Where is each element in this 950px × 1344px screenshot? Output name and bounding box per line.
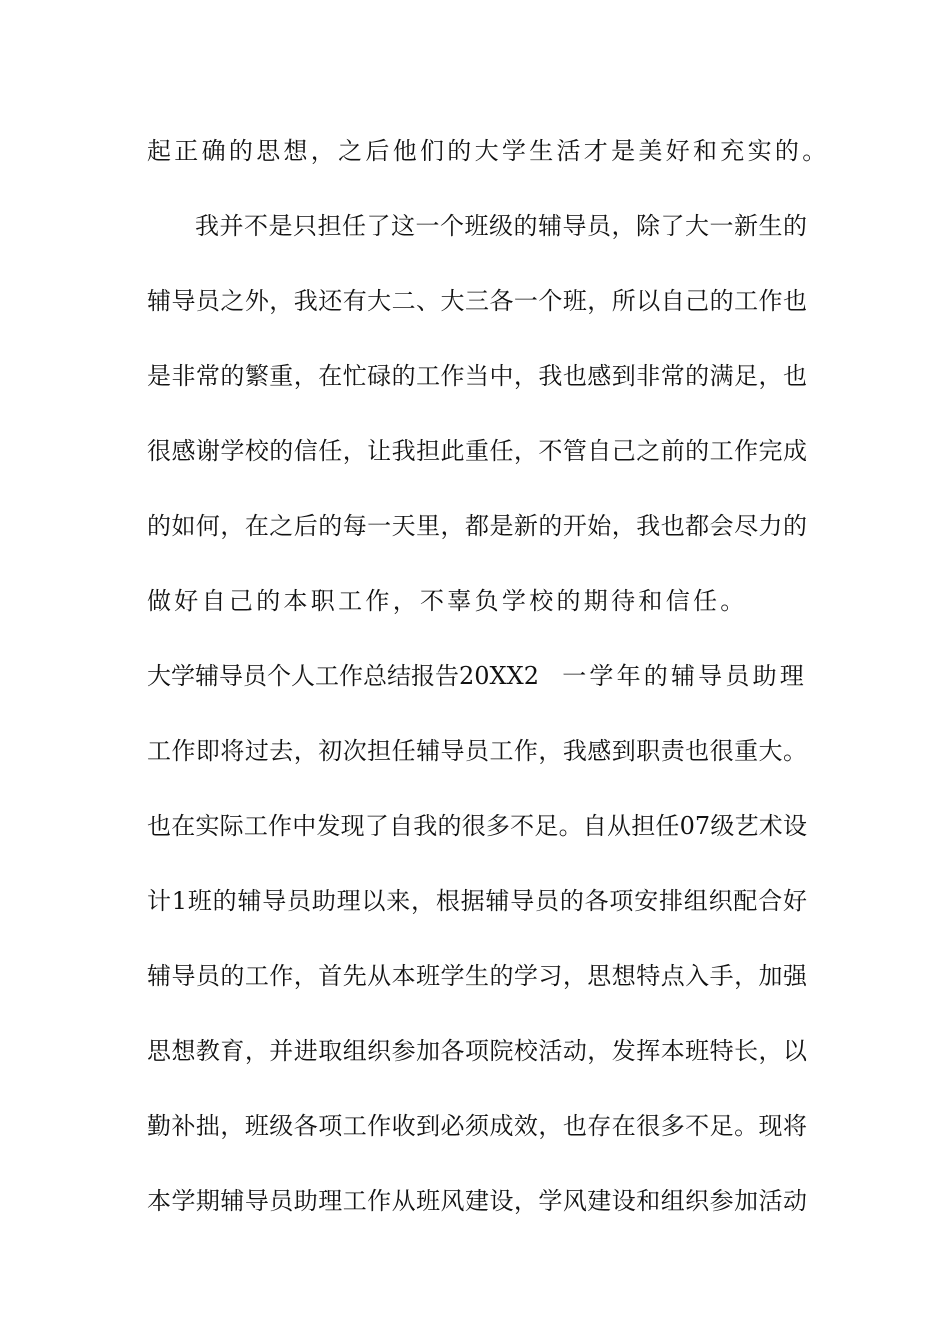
paragraph-line-5: 很感谢学校的信任，让我担此重任，不管自己之前的工作完成 bbox=[147, 437, 807, 465]
paragraph-line-7: 做好自己的本职工作，不辜负学校的期待和信任。 bbox=[147, 587, 748, 615]
paragraph-line-10: 也在实际工作中发现了自我的很多不足。自从担任07级艺术设 bbox=[147, 812, 807, 840]
paragraph-line-3: 辅导员之外，我还有大二、大三各一个班，所以自己的工作也 bbox=[147, 287, 807, 315]
section-first-text: 一学年的辅导员助理 bbox=[562, 662, 807, 690]
paragraph-line-4: 是非常的繁重，在忙碌的工作当中，我也感到非常的满足，也 bbox=[147, 362, 807, 390]
paragraph-line-9: 工作即将过去，初次担任辅导员工作，我感到职责也很重大。 bbox=[147, 737, 807, 765]
paragraph-line-12: 辅导员的工作，首先从本班学生的学习，思想特点入手，加强 bbox=[147, 962, 807, 990]
paragraph-line-6: 的如何，在之后的每一天里，都是新的开始，我也都会尽力的 bbox=[147, 512, 807, 540]
paragraph-line-2: 我并不是只担任了这一个班级的辅导员，除了大一新生的 bbox=[195, 212, 807, 240]
paragraph-line-11: 计1班的辅导员助理以来，根据辅导员的各项安排组织配合好 bbox=[147, 887, 807, 915]
section-title: 大学辅导员个人工作总结报告20XX2 bbox=[147, 662, 539, 690]
paragraph-line-14: 勤补拙，班级各项工作收到必须成效，也存在很多不足。现将 bbox=[147, 1112, 807, 1140]
paragraph-line-15: 本学期辅导员助理工作从班风建设，学风建设和组织参加活动 bbox=[147, 1187, 807, 1215]
paragraph-line-1: 起正确的思想，之后他们的大学生活才是美好和充实的。 bbox=[147, 137, 830, 165]
section-heading-line bbox=[147, 659, 807, 693]
paragraph-line-13: 思想教育，并进取组织参加各项院校活动，发挥本班特长，以 bbox=[147, 1037, 807, 1065]
